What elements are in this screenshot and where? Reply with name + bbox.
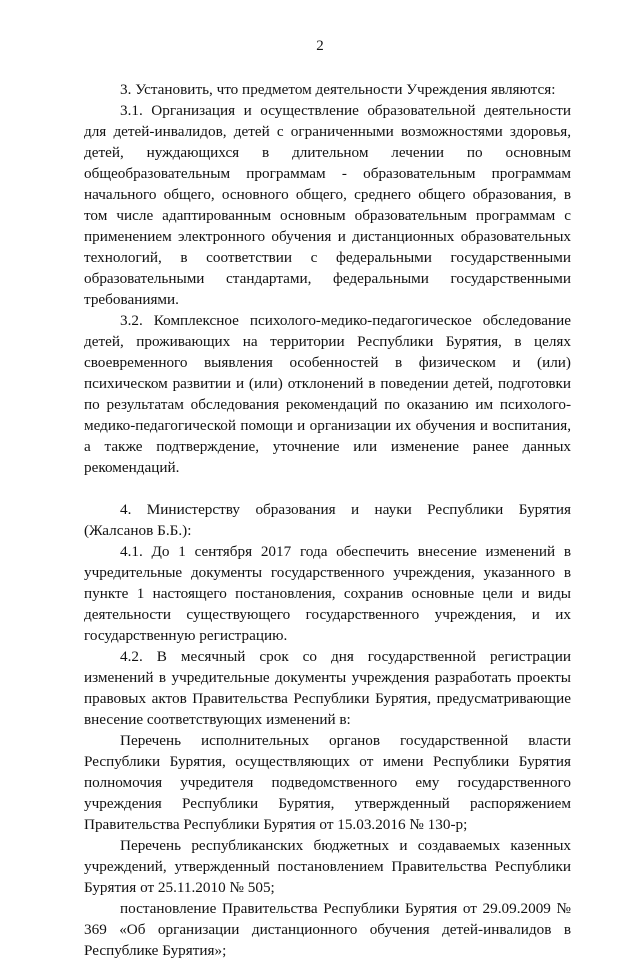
section-3 [84, 79, 571, 961]
list-item-perechen-uchrezhdeniy: Перечень республиканских бюджетных и создаваемых казенных учреждений, утвержденный постановлением Правительства Республики Бурятия от 25.11.2010 № 505; [84, 837, 571, 896]
section-gap [84, 478, 571, 499]
paragraph-4-1: 4.1. До 1 сентября 2017 года обеспечить внесение изменений в учредительные документы государственного учреждения, указанного в пункте 1 настоящего постановления, сохранив основные цели и виды деятельности существующего государственного учреждения, и их государственную регистрацию. [84, 543, 571, 644]
paragraph-4-2: 4.2. В месячный срок со дня государственной регистрации изменений в учредительные документы учреждения разработать проекты правовых актов Правительства Республики Бурятия, предусматривающие внесение соответствующих изменений в: [84, 648, 571, 728]
paragraph-3-1: 3.1. Организация и осуществление образовательной деятельности для детей-инвалидов, детей с ограниченными возможностями здоровья, детей, нуждающихся в длительном лечении по основным общеобразовательным программам - образовательным программам начального общего, основного общего, среднего общего образования, в том числе адаптированным основным образовательным программам с применением электронного обучения и дистанционных образовательных технологий, в соответствии с федеральными государственными образовательными стандартами, федеральными государственными требованиями. [84, 102, 571, 308]
list-item-perechen-organov: Перечень исполнительных органов государственной власти Республики Бурятия, осуществляющих от имени Республики Бурятия полномочия учредителя подведомственного ему государственного учреждения Республики Бурятия, утвержденный распоряжением Правительства Республики Бурятия от 15.03.2016 № 130-р; [84, 732, 571, 833]
page-number: 2 [316, 38, 324, 54]
paragraph-3: 3. Установить, что предметом деятельности Учреждения являются: [120, 81, 556, 98]
paragraph-3-2: 3.2. Комплексное психолого-медико-педагогическое обследование детей, проживающих на территории Республики Бурятия, в целях своевременного выявления особенностей в физическом и (или) психическом развитии и (или) отклонений в поведении детей, подготовки по результатам обследования рекомендаций по оказанию им психолого-медико-педагогической помощи и организации их обучения и воспитания, а также подтверждение, уточнение или изменение ранее данных рекомендаций. [84, 312, 571, 476]
paragraph-4: 4. Министерству образования и науки Республики Бурятия (Жалсанов Б.Б.): [84, 501, 571, 539]
list-item-postanovlenie-369: постановление Правительства Республики Бурятия от 29.09.2009 № 369 «Об организации дистанционного обучения детей-инвалидов в Республике Бурятия»; [84, 900, 571, 959]
